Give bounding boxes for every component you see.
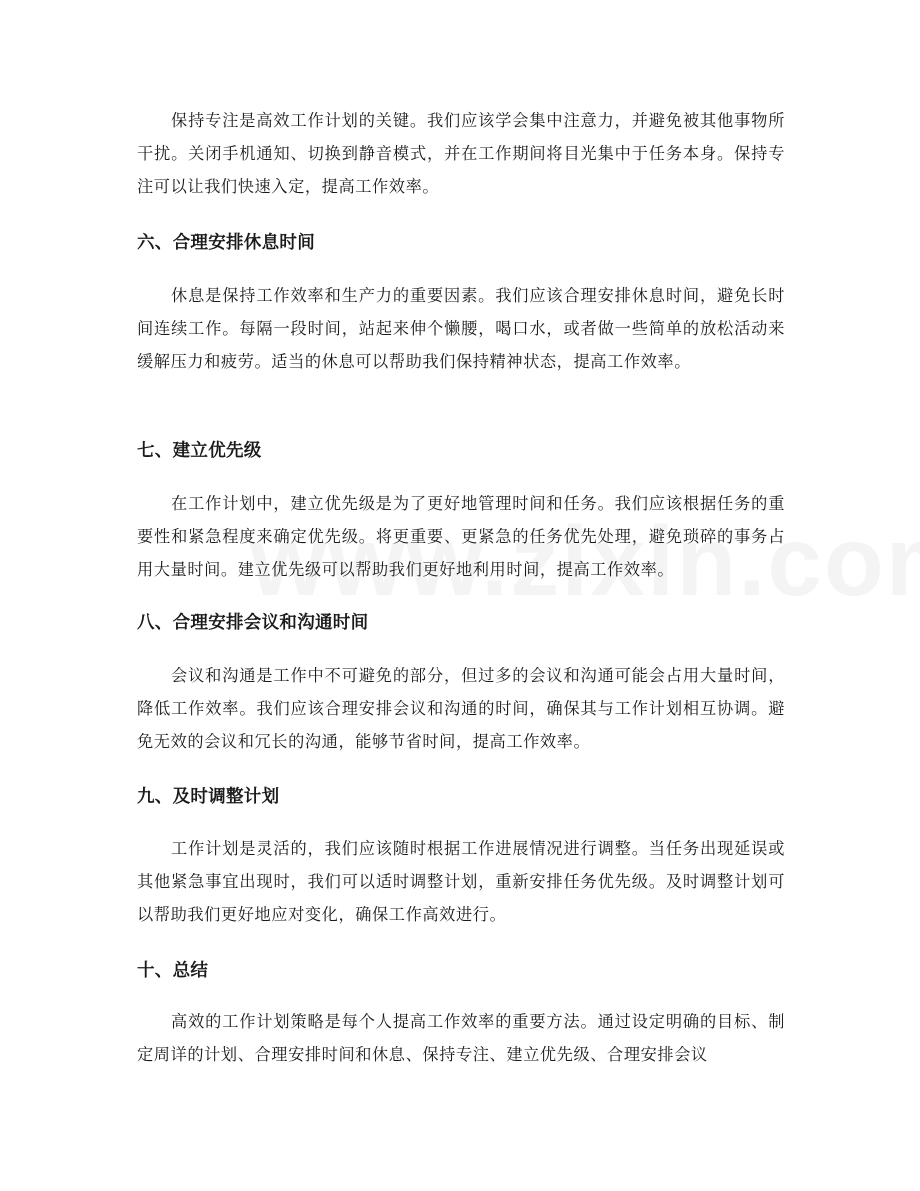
paragraph-adjust: 工作计划是灵活的，我们应该随时根据工作进展情况进行调整。当任务出现延误或其他紧急事宜出现时，我们可以适时调整计划，重新安排任务优先级。及时调整计划可以帮助我们更好地应对变化，确保工作高效进行。 xyxy=(137,839,785,924)
paragraph-meetings: 会议和沟通是工作中不可避免的部分，但过多的会议和沟通可能会占用大量时间，降低工作效率。我们应该合理安排会议和沟通的时间，确保其与工作计划相互协调。避免无效的会议和冗长的沟通，能够节省时间，提高工作效率。 xyxy=(137,666,785,751)
heading-section-7: 七、建立优先级 xyxy=(137,441,262,461)
paragraph-priority: 在工作计划中，建立优先级是为了更好地管理时间和任务。我们应该根据任务的重要性和紧急程度来确定优先级。将更重要、更紧急的任务优先处理，避免琐碎的事务占用大量时间。建立优先级可以帮助我们更好地利用时间，提高工作效率。 xyxy=(137,494,785,579)
paragraph-focus: 保持专注是高效工作计划的关键。我们应该学会集中注意力，并避免被其他事物所干扰。关闭手机通知、切换到静音模式，并在工作期间将目光集中于任务本身。保持专注可以让我们快速入定，提高工作效率。 xyxy=(137,111,785,196)
heading-section-10: 十、总结 xyxy=(137,961,209,981)
heading-section-8: 八、合理安排会议和沟通时间 xyxy=(137,613,369,633)
paragraph-summary: 高效的工作计划策略是每个人提高工作效率的重要方法。通过设定明确的目标、制定周详的计划、合理安排时间和休息、保持专注、建立优先级、合理安排会议 xyxy=(137,1012,785,1064)
heading-section-6: 六、合理安排休息时间 xyxy=(137,233,315,253)
heading-section-9: 九、及时调整计划 xyxy=(137,787,280,807)
paragraph-rest: 休息是保持工作效率和生产力的重要因素。我们应该合理安排休息时间，避免长时间连续工作。每隔一段时间，站起来伸个懒腰，喝口水，或者做一些简单的放松活动来缓解压力和疲劳。适当的休息可以帮助我们保持精神状态，提高工作效率。 xyxy=(137,286,785,371)
